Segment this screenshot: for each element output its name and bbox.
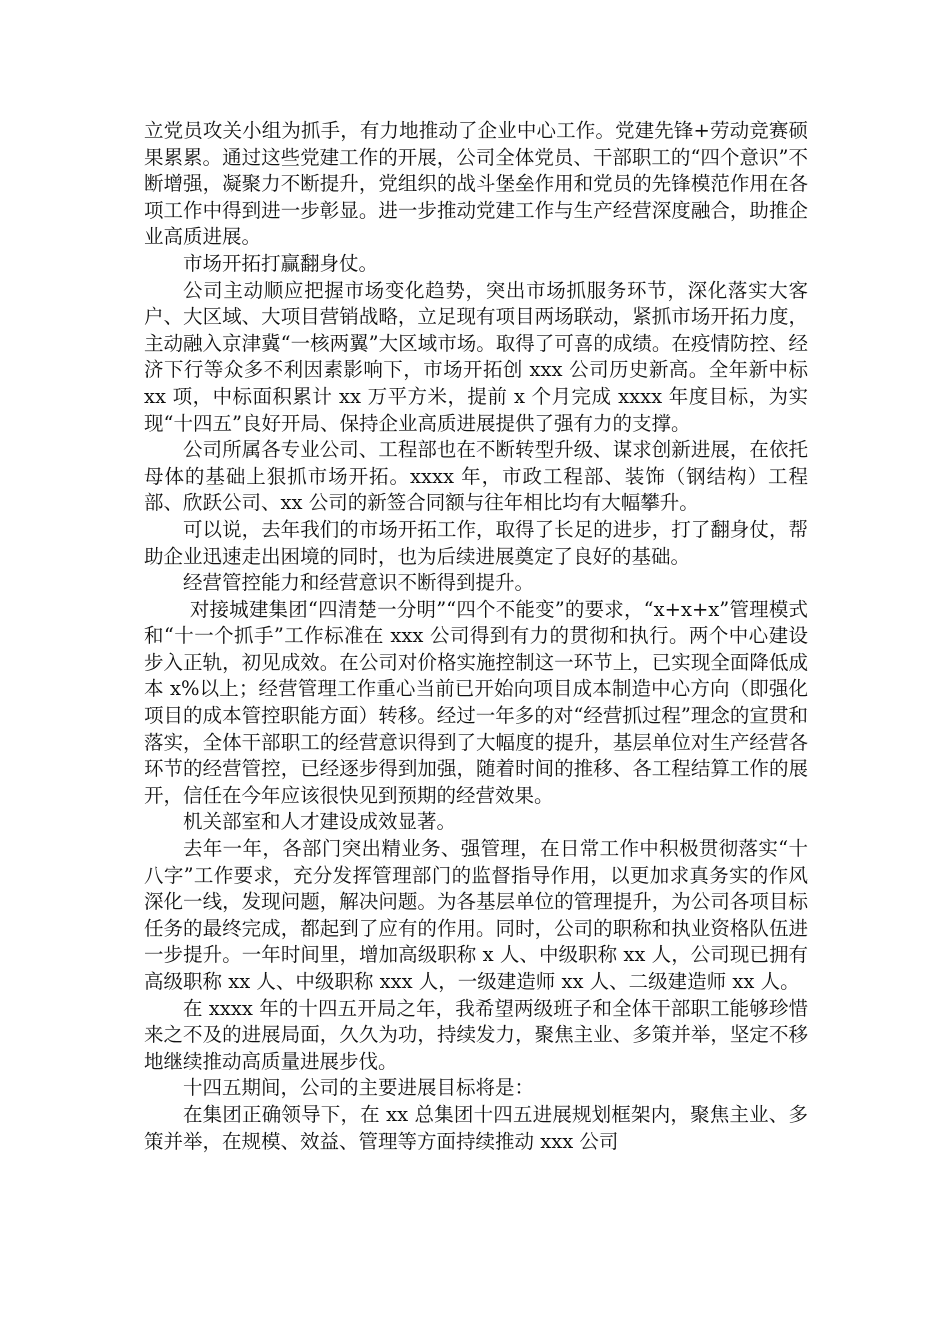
paragraph-market-strategy: 公司主动顺应把握市场变化趋势，突出市场抓服务环节，深化落实大客户、大区域、大项目营销战略，立足现有项目两场联动，紧抓市场开拓力度，主动融入京津冀“一核两翼”大区域市场。取得了可喜的成绩。在疫情防控、经济下行等众多不利因素影响下，市场开拓创 xxx 公司历史新高。全年新中标 xx 项，中标面积累计 xx 万平方米，提前 x 个月完成 xxxx 年度目标，为实现“十四五”良好开局、保持企业高质进展提供了强有力的支撑。 [144,278,808,435]
paragraph-market-summary: 可以说，去年我们的市场开拓工作，取得了长足的进步，打了翻身仗，帮助企业迅速走出困境的同时，也为后续进展奠定了良好的基础。 [144,517,808,568]
heading-operation-control: 经营管控能力和经营意识不断得到提升。 [183,571,535,595]
paragraph-subsidiaries: 公司所属各专业公司、工程部也在不断转型升级、谋求创新进展，在依托母体的基础上狠抓市场开拓。xxxx 年，市政工程部、装饰（钢结构）工程部、欣跃公司、xx 公司的新签合同额与往年相比均有大幅攀升。 [144,438,808,515]
paragraph-talent-building: 去年一年，各部门突出精业务、强管理，在日常工作中积极贯彻落实“十八字”工作要求，充分发挥管理部门的监督指导作用，以更加求真务实的作风深化一线，发现问题，解决问题。为各基层单位的管理提升，为公司各项目标任务的最终完成，都起到了应有的作用。同时，公司的职称和执业资格队伍进一步提升。一年时间里，增加高级职称 x 人、中级职称 xx 人，公司现已拥有高级职称 xx 人、中级职称 xxx 人，一级建造师 xx 人、二级建造师 xx 人。 [144,837,808,993]
heading-development-goals: 十四五期间，公司的主要进展目标将是： [183,1076,535,1100]
heading-talent-building: 机关部室和人才建设成效显著。 [183,810,457,834]
document-body [144,118,808,1155]
paragraph-party-building: 立党员攻关小组为抓手，有力地推动了企业中心工作。党建先锋+劳动竞赛硕果累累。通过这些党建工作的开展，公司全体党员、干部职工的“四个意识”不断增强，凝聚力不断提升，党组织的战斗堡垒作用和党员的先锋模范作用在各项工作中得到进一步彰显。进一步推动党建工作与生产经营深度融合，助推企业高质进展。 [144,119,808,249]
paragraph-operation-control: 对接城建集团“四清楚一分明”“四个不能变”的要求，“x+x+x”管理模式和“十一个抓手”工作标准在 xxx 公司得到有力的贯彻和执行。两个中心建设步入正轨，初见成效。在公司对价格实施控制这一环节上，已实现全面降低成本 x%以上；经营管理工作重心当前已开始向项目成本制造中心方向（即强化项目的成本管控职能方面）转移。经过一年多的对“经营抓过程”理念的宣贯和落实，全体干部职工的经营意识得到了大幅度的提升，基层单位对生产经营各环节的经营管控，已经逐步得到加强，随着时间的推移、各工程结算工作的展开，信任在今年应该很快见到预期的经营效果。 [144,597,808,807]
heading-market-expansion: 市场开拓打赢翻身仗。 [183,251,379,275]
paragraph-development-goals: 在集团正确领导下，在 xx 总集团十四五进展规划框架内，聚焦主业、多策并举，在规模、效益、管理等方面持续推动 xxx 公司 [144,1102,808,1153]
paragraph-five-year-hope: 在 xxxx 年的十四五开局之年，我希望两级班子和全体干部职工能够珍惜来之不及的进展局面，久久为功，持续发力，聚焦主业、多策并举，坚定不移地继续推动高质量进展步伐。 [144,996,808,1073]
